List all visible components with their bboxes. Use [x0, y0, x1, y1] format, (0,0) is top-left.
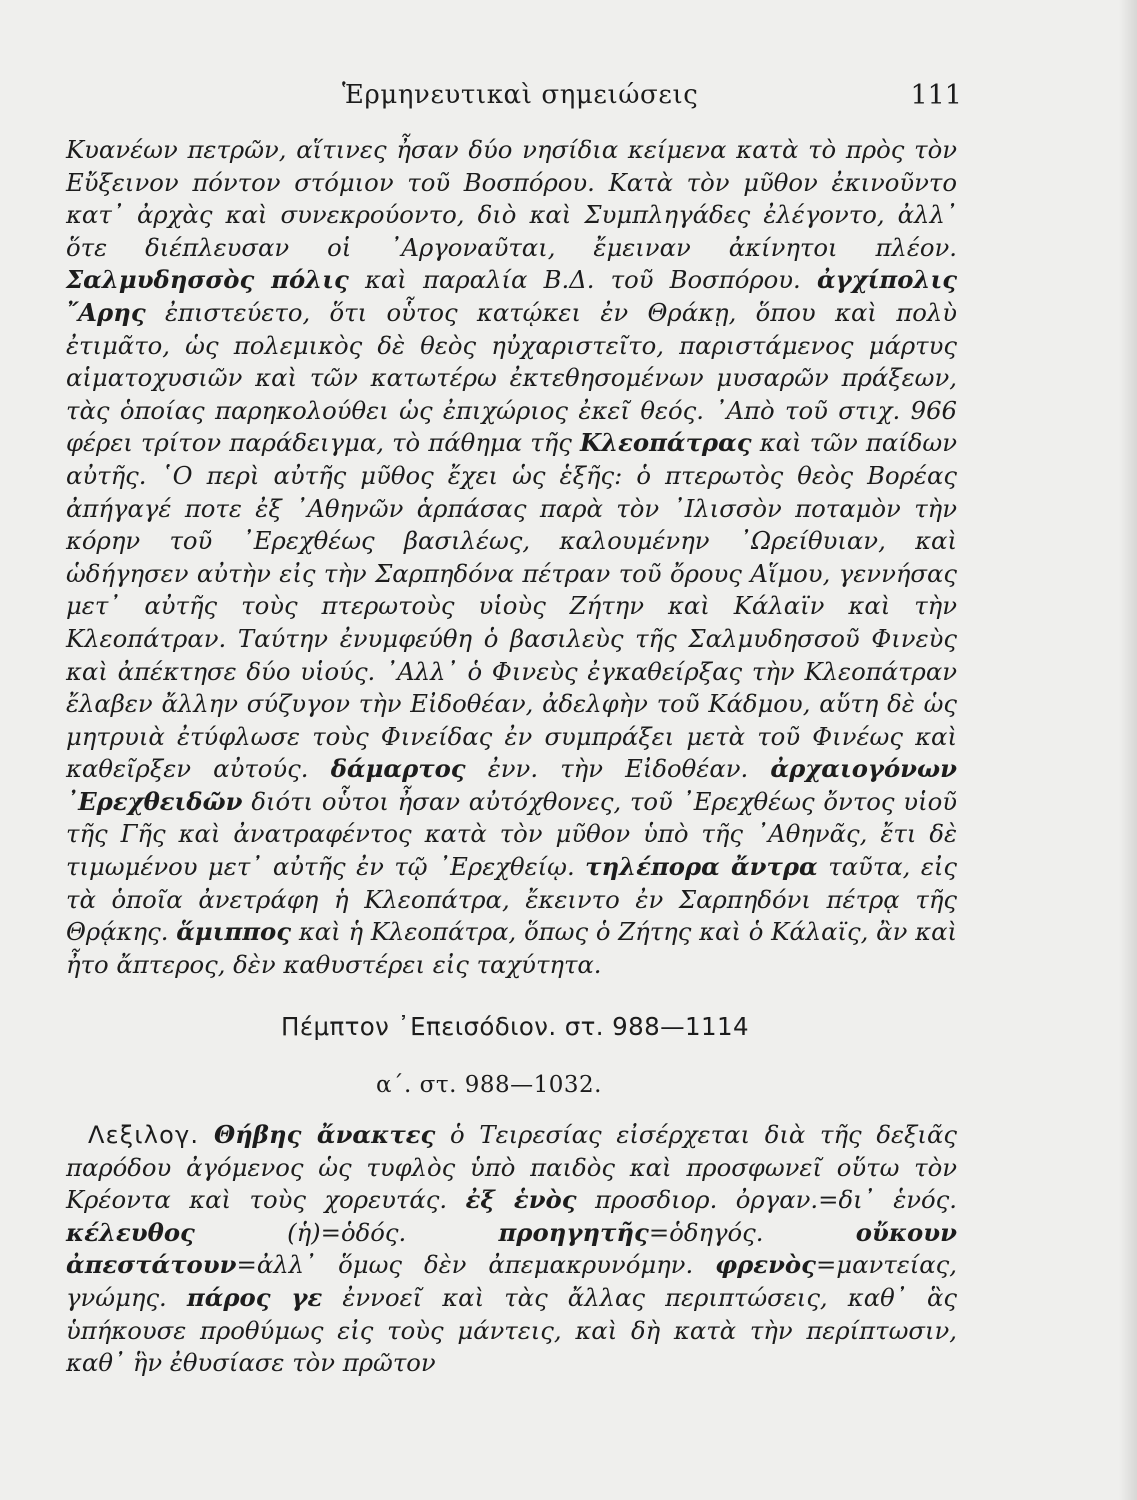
commentary-paragraph [66, 134, 957, 981]
lemma: ἅμιππος [176, 917, 292, 947]
text-run: =μαντείας, γνώμης. [66, 1250, 958, 1312]
text-run: Κυανέων πετρῶν, αἵτινες ἦσαν δύο νησίδια κείμενα κατὰ τὸ πρὸς τὸν Εὔξεινον πόντον στόμιον τοῦ Βοσπόρου. Κατὰ τὸν μῦθον ἐκινοῦντο κατ᾿ ἀρχὰς καὶ συνεκρούοντο, διὸ καὶ Συμπληγάδες ἐλέγοντο, ἀλλ᾿ ὅτε διέπλευσαν οἱ ᾿Αργοναῦται, ἔμειναν ἀκίνητοι πλέον. [66, 135, 957, 262]
text-run: ταῦτα, εἰς τὰ ὁποῖα ἀνετράφη ἡ Κλεοπάτρα, ἔκειντο ἐν Σαρπηδόνι πέτρᾳ τῆς Θρᾴκης. [66, 852, 958, 947]
running-title: Ἑρμηνευτικαὶ σημειώσεις [342, 80, 699, 110]
text-run: (ἡ)=ὁδός. [287, 1217, 407, 1247]
running-head [0, 80, 1137, 116]
lemma: ἀρχαιογόνων ᾿Ερεχθειδῶν [66, 754, 957, 816]
text-run: ὁ Τειρεσίας εἰσέρχεται διὰ τῆς δεξιᾶς παρόδου ἀγόμενος ὡς τυφλὸς ὑπὸ παιδὸς καὶ προσφωνεῖ οὕτω τὸν Κρέοντα καὶ τοὺς χορευτάς. [66, 1120, 957, 1215]
text-run: προσδιορ. ὀργαν.=δι᾿ ἑνός. [595, 1185, 958, 1215]
text-run: =ἀλλ᾿ ὅμως δὲν ἀπεμακρυνόμην. [236, 1250, 694, 1280]
text-run: ἐπιστεύετο, ὅτι οὗτος κατῴκει ἐν Θράκῃ, ὅπου καὶ πολὺ ἐτιμᾶτο, ὡς πολεμικὸς δὲ θεὸς ηὐχαριστεῖτο, παριστάμενος μάρτυς αἱματοχυσιῶν καὶ τῶν κατωτέρω ἐκτεθησομένων μυσαρῶν πράξεων, τὰς ὁποίας παρηκολούθει ὡς ἐπιχώριος ἐκεῖ θεός. ᾿Απὸ τοῦ στιχ. 966 φέρει τρίτον παράδειγμα, τὸ πάθημα τῆς [66, 297, 957, 458]
vocabulary-block [66, 1119, 957, 1380]
text-run: καὶ ἡ Κλεοπάτρα, ὅπως ὁ Ζήτης καὶ ὁ Κάλαϊς, ἂν καὶ ἦτο ἄπτερος, δὲν καθυστέρει εἰς ταχύτητα. [66, 917, 958, 979]
lemma: Θήβης ἄνακτες [213, 1120, 436, 1149]
commentary-block [66, 134, 957, 981]
section-title: Πέμπτον ᾿Επεισόδιον. στ. 988—1114 [281, 1012, 749, 1041]
text-run: καὶ τῶν παίδων αὐτῆς. ῾Ο περὶ αὐτῆς μῦθος ἔχει ὡς ἑξῆς: ὁ πτερωτὸς θεὸς Βορέας ἀπήγαγέ ποτε ἐξ ᾿Αθηνῶν ἁρπάσας παρὰ τὸν ᾿Ιλισσὸν ποταμὸν τὴν κόρην τοῦ ᾿Ερεχθέως βασιλέως, καλουμένην ᾿Ωρείθυιαν, καὶ ὡδήγησεν αὐτὴν εἰς τὴν Σαρπηδόνα πέτραν τοῦ ὄρους Αἵμου, γεννήσας μετ᾿ αὐτῆς τοὺς πτερωτοὺς υἱοὺς Ζήτην καὶ Κάλαϊν καὶ τὴν Κλεοπάτραν. Ταύτην ἐνυμφεύθη ὁ βασιλεὺς τῆς Σαλμυδησσοῦ Φινεὺς καὶ ἀπέκτησε δύο υἱούς. ᾿Αλλ᾿ ὁ Φινεὺς ἐγκαθείρξας τὴν Κλεοπάτραν ἔλαβεν ἄλλην σύζυγον τὴν Εἰδοθέαν, ἀδελφὴν τοῦ Κάδμου, αὕτη δὲ ὡς μητρυιὰ ἐτύφλωσε τοὺς Φινείδας ἐν συμπράξει μετὰ τοῦ Φινέως καὶ καθεῖρξεν αὐτούς. [66, 428, 957, 784]
page-number: 111 [910, 80, 962, 111]
lemma: κέλευθος [66, 1217, 195, 1247]
lemma: δάμαρτος [330, 754, 466, 784]
lemma: φρενὸς [715, 1250, 816, 1280]
vocabulary-paragraph [66, 1119, 957, 1380]
text-run: διότι οὗτοι ἦσαν αὐτόχθονες, τοῦ ᾿Ερεχθέως ὄντος υἱοῦ τῆς Γῆς καὶ ἀνατραφέντος κατὰ τὸν μῦθον ὑπὸ τῆς ᾿Αθηνᾶς, ἔτι δὲ τιμωμένου μετ᾿ αὐτῆς ἐν τῷ ᾿Ερεχθείῳ. [66, 786, 957, 882]
lemma: Κλεοπάτρας [579, 428, 752, 458]
lemma: τηλέπορα ἄντρα [585, 852, 818, 882]
lemma: ἐξ ἑνὸς [465, 1185, 577, 1215]
lemma: προηγητῆς [498, 1217, 649, 1247]
text-run: =ὁδηγός. [648, 1217, 764, 1247]
text-run: ἐννοεῖ καὶ τὰς ἄλλας περιπτώσεις, καθ᾿ ἃς ὑπήκουσε προθύμως εἰς τοὺς μάντεις, καὶ δὴ κατὰ τὴν περίπτωσιν, καθ᾿ ἣν ἐθυσίασε τὸν πρῶτον [66, 1282, 958, 1378]
lemma: ἀγχίπολις ῎Αρης [66, 265, 958, 327]
text-run: καὶ παραλία Β.Δ. τοῦ Βοσπόρου. [364, 265, 801, 295]
text-run: ἐνν. τὴν Εἰδοθέαν. [487, 754, 749, 784]
lemma: οὔκουν ἀπεστάτουν [66, 1217, 957, 1280]
section-subtitle: α΄. στ. 988—1032. [376, 1072, 602, 1098]
lemma: πάρος γε [186, 1282, 323, 1312]
vocabulary-heading: Λεξιλογ. [88, 1121, 200, 1149]
lemma: Σαλμυδησσὸς πόλις [66, 265, 349, 295]
